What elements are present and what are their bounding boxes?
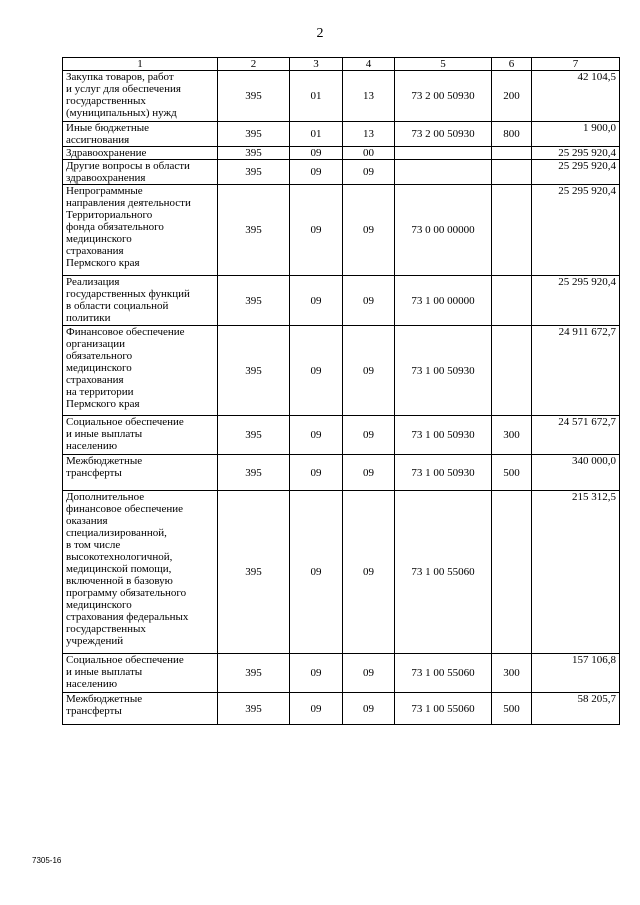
expense-type-cell: 200 <box>492 71 532 122</box>
section-cell: 09 <box>290 185 343 276</box>
column-header: 5 <box>395 58 492 71</box>
amount-cell: 42 104,5 <box>532 71 620 122</box>
amount-cell: 24 571 672,7 <box>532 416 620 455</box>
subsection-cell: 09 <box>343 276 395 326</box>
row-name-cell: Социальное обеспечение и иные выплаты населению <box>63 654 218 693</box>
row-name-cell: Здравоохранение <box>63 147 218 160</box>
code-cell: 395 <box>218 455 290 491</box>
amount-cell: 1 900,0 <box>532 122 620 147</box>
section-cell: 09 <box>290 160 343 185</box>
section-cell: 09 <box>290 654 343 693</box>
target-article-cell: 73 1 00 00000 <box>395 276 492 326</box>
table-header <box>63 58 620 71</box>
subsection-cell: 13 <box>343 122 395 147</box>
target-article-cell: 73 1 00 55060 <box>395 654 492 693</box>
column-header: 7 <box>532 58 620 71</box>
expense-type-cell: 500 <box>492 455 532 491</box>
table-row <box>63 147 620 160</box>
expense-type-cell <box>492 185 532 276</box>
column-header: 4 <box>343 58 395 71</box>
section-cell: 01 <box>290 122 343 147</box>
section-cell: 09 <box>290 326 343 416</box>
section-cell: 09 <box>290 491 343 654</box>
target-article-cell: 73 1 00 50930 <box>395 455 492 491</box>
row-name-cell: Другие вопросы в области здравоохранения <box>63 160 218 185</box>
table-body <box>63 71 620 725</box>
table-row <box>63 326 620 416</box>
table-row <box>63 455 620 491</box>
expense-type-cell: 800 <box>492 122 532 147</box>
section-cell: 01 <box>290 71 343 122</box>
table-row <box>63 160 620 185</box>
expense-type-cell <box>492 160 532 185</box>
amount-cell: 25 295 920,4 <box>532 185 620 276</box>
row-name-cell: Дополнительное финансовое обеспечение оказания специализированной, в том числе высокотехнологичной, медицинской помощи, включенной в базовую программу обязательного медицинского страхования федеральных государственных учреждений <box>63 491 218 654</box>
row-name-cell: Межбюджетные трансферты <box>63 693 218 725</box>
expense-type-cell <box>492 147 532 160</box>
column-header: 1 <box>63 58 218 71</box>
expense-type-cell <box>492 326 532 416</box>
target-article-cell <box>395 160 492 185</box>
amount-cell: 58 205,7 <box>532 693 620 725</box>
amount-cell: 215 312,5 <box>532 491 620 654</box>
column-header: 6 <box>492 58 532 71</box>
amount-cell: 157 106,8 <box>532 654 620 693</box>
code-cell: 395 <box>218 654 290 693</box>
subsection-cell: 09 <box>343 491 395 654</box>
code-cell: 395 <box>218 693 290 725</box>
section-cell: 09 <box>290 147 343 160</box>
subsection-cell: 09 <box>343 326 395 416</box>
table-row <box>63 276 620 326</box>
row-name-cell: Непрограммные направления деятельности Территориального фонда обязательного медицинского страхования Пермского края <box>63 185 218 276</box>
subsection-cell: 09 <box>343 654 395 693</box>
table-row <box>63 491 620 654</box>
section-cell: 09 <box>290 276 343 326</box>
row-name-cell: Иные бюджетные ассигнования <box>63 122 218 147</box>
row-name-cell: Финансовое обеспечение организации обязательного медицинского страхования на территории Пермского края <box>63 326 218 416</box>
table-row <box>63 693 620 725</box>
budget-table <box>62 57 620 725</box>
code-cell: 395 <box>218 276 290 326</box>
expense-type-cell: 300 <box>492 654 532 693</box>
target-article-cell: 73 1 00 50930 <box>395 416 492 455</box>
section-cell: 09 <box>290 693 343 725</box>
target-article-cell: 73 1 00 55060 <box>395 491 492 654</box>
target-article-cell: 73 1 00 55060 <box>395 693 492 725</box>
subsection-cell: 09 <box>343 160 395 185</box>
subsection-cell: 13 <box>343 71 395 122</box>
section-cell: 09 <box>290 416 343 455</box>
table-row <box>63 122 620 147</box>
page-number: 2 <box>316 26 324 41</box>
target-article-cell <box>395 147 492 160</box>
code-cell: 395 <box>218 122 290 147</box>
amount-cell: 24 911 672,7 <box>532 326 620 416</box>
row-name-cell: Реализация государственных функций в области социальной политики <box>63 276 218 326</box>
expense-type-cell <box>492 276 532 326</box>
expense-type-cell <box>492 491 532 654</box>
row-name-cell: Социальное обеспечение и иные выплаты населению <box>63 416 218 455</box>
code-cell: 395 <box>218 147 290 160</box>
document-code: 7305-16 <box>32 856 62 865</box>
expense-type-cell: 500 <box>492 693 532 725</box>
column-header: 3 <box>290 58 343 71</box>
code-cell: 395 <box>218 416 290 455</box>
table-row <box>63 654 620 693</box>
code-cell: 395 <box>218 326 290 416</box>
expense-type-cell: 300 <box>492 416 532 455</box>
subsection-cell: 09 <box>343 693 395 725</box>
table-row <box>63 416 620 455</box>
table-row <box>63 71 620 122</box>
subsection-cell: 09 <box>343 185 395 276</box>
target-article-cell: 73 2 00 50930 <box>395 71 492 122</box>
target-article-cell: 73 1 00 50930 <box>395 326 492 416</box>
header-row <box>63 58 620 71</box>
subsection-cell: 00 <box>343 147 395 160</box>
amount-cell: 25 295 920,4 <box>532 276 620 326</box>
subsection-cell: 09 <box>343 416 395 455</box>
code-cell: 395 <box>218 185 290 276</box>
code-cell: 395 <box>218 71 290 122</box>
code-cell: 395 <box>218 491 290 654</box>
column-header: 2 <box>218 58 290 71</box>
table-row <box>63 185 620 276</box>
target-article-cell: 73 0 00 00000 <box>395 185 492 276</box>
amount-cell: 340 000,0 <box>532 455 620 491</box>
row-name-cell: Закупка товаров, работ и услуг для обеспечения государственных (муниципальных) нужд <box>63 71 218 122</box>
target-article-cell: 73 2 00 50930 <box>395 122 492 147</box>
amount-cell: 25 295 920,4 <box>532 160 620 185</box>
subsection-cell: 09 <box>343 455 395 491</box>
section-cell: 09 <box>290 455 343 491</box>
code-cell: 395 <box>218 160 290 185</box>
amount-cell: 25 295 920,4 <box>532 147 620 160</box>
row-name-cell: Межбюджетные трансферты <box>63 455 218 491</box>
